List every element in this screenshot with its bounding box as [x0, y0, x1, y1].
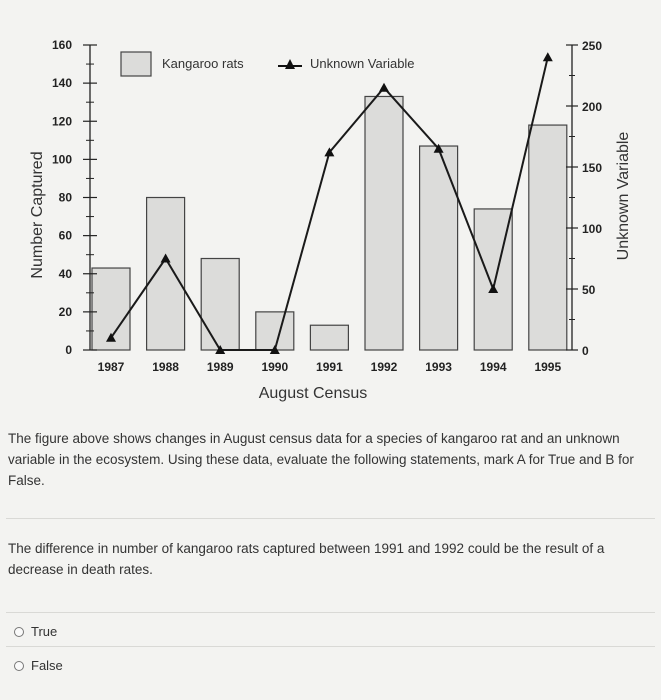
left-tick-label: 0 — [65, 343, 72, 357]
left-tick-label: 60 — [58, 228, 72, 243]
legend-bar-swatch — [121, 52, 151, 76]
question-statement: The difference in number of kangaroo rats captured between 1991 and 1992 could be the result of a decrease in death rates. — [8, 541, 605, 577]
legend-triangle-icon — [285, 59, 295, 69]
y-axis-title: Number Captured — [29, 151, 46, 279]
right-tick-label: 50 — [582, 283, 596, 297]
left-tick-label: 140 — [51, 76, 72, 91]
bar-1991 — [310, 325, 348, 350]
x-tick-label: 1987 — [97, 360, 125, 374]
option-false-label: False — [31, 658, 63, 673]
divider — [6, 646, 655, 647]
left-tick-label: 80 — [58, 190, 72, 205]
x-tick-label: 1990 — [261, 360, 289, 374]
bar-1989 — [201, 259, 239, 351]
bar-1990 — [256, 312, 294, 350]
x-tick-label: 1993 — [425, 360, 452, 374]
right-tick-label: 0 — [582, 344, 589, 358]
bar-1988 — [147, 198, 185, 351]
x-tick-label: 1992 — [370, 360, 398, 374]
x-tick-label: 1989 — [206, 360, 234, 374]
right-tick-label: 150 — [582, 161, 603, 175]
right-tick-label: 200 — [582, 100, 603, 114]
left-tick-label: 100 — [51, 152, 72, 167]
marker-1992 — [379, 83, 389, 92]
x-tick-label: 1988 — [152, 360, 179, 374]
radio-false[interactable] — [14, 661, 24, 671]
x-axis-title: August Census — [258, 385, 368, 402]
radio-true[interactable] — [14, 627, 24, 637]
legend-bar-label: Kangaroo rats — [162, 56, 244, 71]
x-tick-label: 1995 — [534, 360, 562, 374]
question-description: The figure above shows changes in August census data for a species of kangaroo rat and an unknown variable in the ecosystem. Using these data, evaluate the following statements, mark A for True and B for False. — [8, 431, 634, 488]
bar-1992 — [365, 96, 403, 350]
divider — [6, 612, 655, 613]
legend-line-label: Unknown Variable — [310, 56, 415, 71]
y2-axis-title: Unknown Variable — [615, 131, 632, 261]
left-tick-label: 40 — [58, 266, 72, 281]
right-tick-label: 100 — [582, 222, 603, 236]
bar-1993 — [420, 146, 458, 350]
option-false[interactable] — [14, 658, 63, 673]
x-tick-label: 1994 — [479, 360, 507, 374]
x-tick-label: 1991 — [316, 360, 343, 374]
option-true[interactable] — [14, 624, 57, 639]
right-tick-label: 250 — [582, 39, 603, 53]
marker-1995 — [543, 52, 553, 61]
bar-1995 — [529, 125, 567, 350]
option-true-label: True — [31, 624, 58, 639]
left-tick-label: 160 — [51, 38, 72, 52]
left-tick-label: 20 — [58, 304, 72, 319]
divider — [6, 518, 655, 519]
left-tick-label: 120 — [51, 114, 72, 129]
